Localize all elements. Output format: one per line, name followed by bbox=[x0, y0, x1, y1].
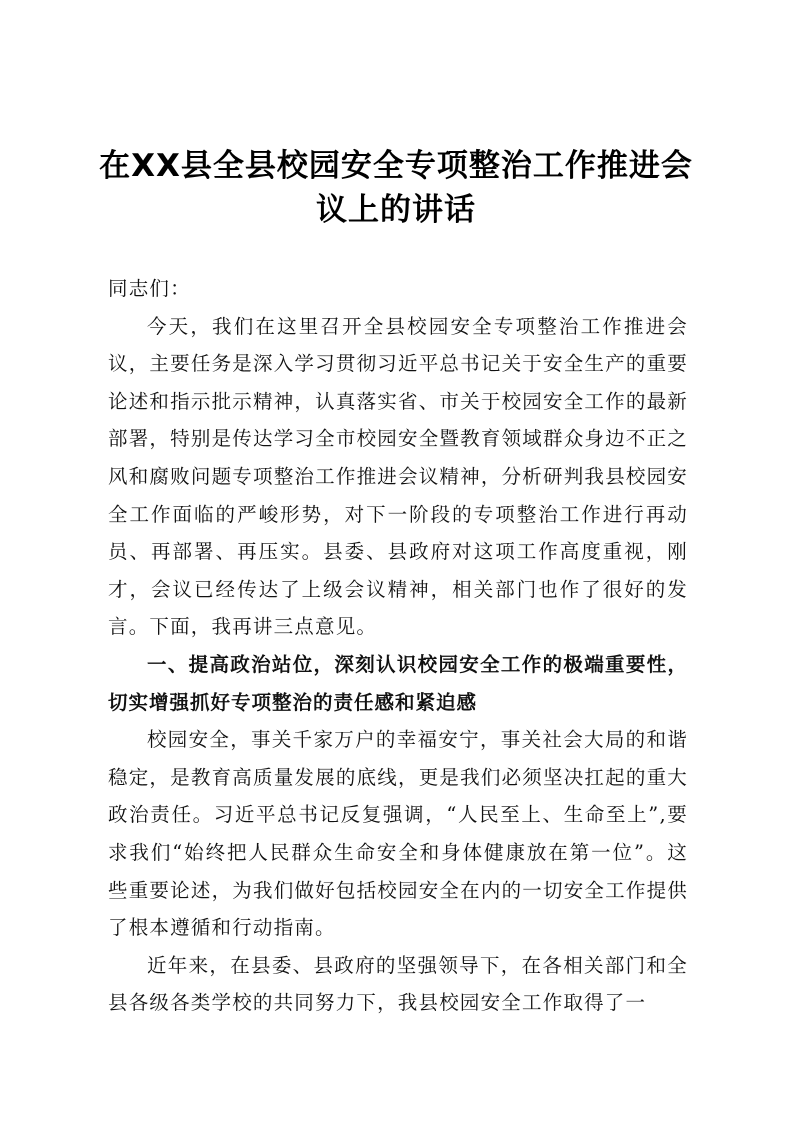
document-body bbox=[108, 270, 688, 1022]
body-paragraph: 校园安全，事关千家万户的幸福安宁，事关社会大局的和谐稳定，是教育高质量发展的底线，更是我们必须坚决扛起的重大政治责任。习近平总书记反复强调，“人民至上、生命至上”,要求我们“始终把人民群众生命安全和身体健康放在第一位”。这些重要论述，为我们做好包括校园安全在内的一切安全工作提供了根本遵循和行动指南。 bbox=[108, 728, 688, 940]
section-heading-1: 一、提高政治站位，深刻认识校园安全工作的极端重要性，切实增强抓好专项整治的责任感和紧迫感 bbox=[108, 652, 688, 714]
salutation: 同志们： bbox=[108, 277, 191, 300]
body-paragraph: 近年来，在县委、县政府的坚强领导下，在各相关部门和全县各级各类学校的共同努力下，我县校园安全工作取得了一 bbox=[108, 953, 688, 1015]
document-title: 在XX县全县校园安全专项整治工作推进会议上的讲话 bbox=[99, 148, 693, 228]
intro-paragraph: 今天，我们在这里召开全县校园安全专项整治工作推进会议，主要任务是深入学习贯彻习近平总书记关于安全生产的重要论述和指示批示精神，认真落实省、市关于校园安全工作的最新部署，特别是传达学习全市校园安全暨教育领域群众身边不正之风和腐败问题专项整治工作推进会议精神，分析研判我县校园安全工作面临的严峻形势，对下一阶段的专项整治工作进行再动员、再部署、再压实。县委、县政府对这项工作高度重视，刚才，会议已经传达了上级会议精神，相关部门也作了很好的发言。下面，我再讲三点意见。 bbox=[108, 314, 688, 639]
